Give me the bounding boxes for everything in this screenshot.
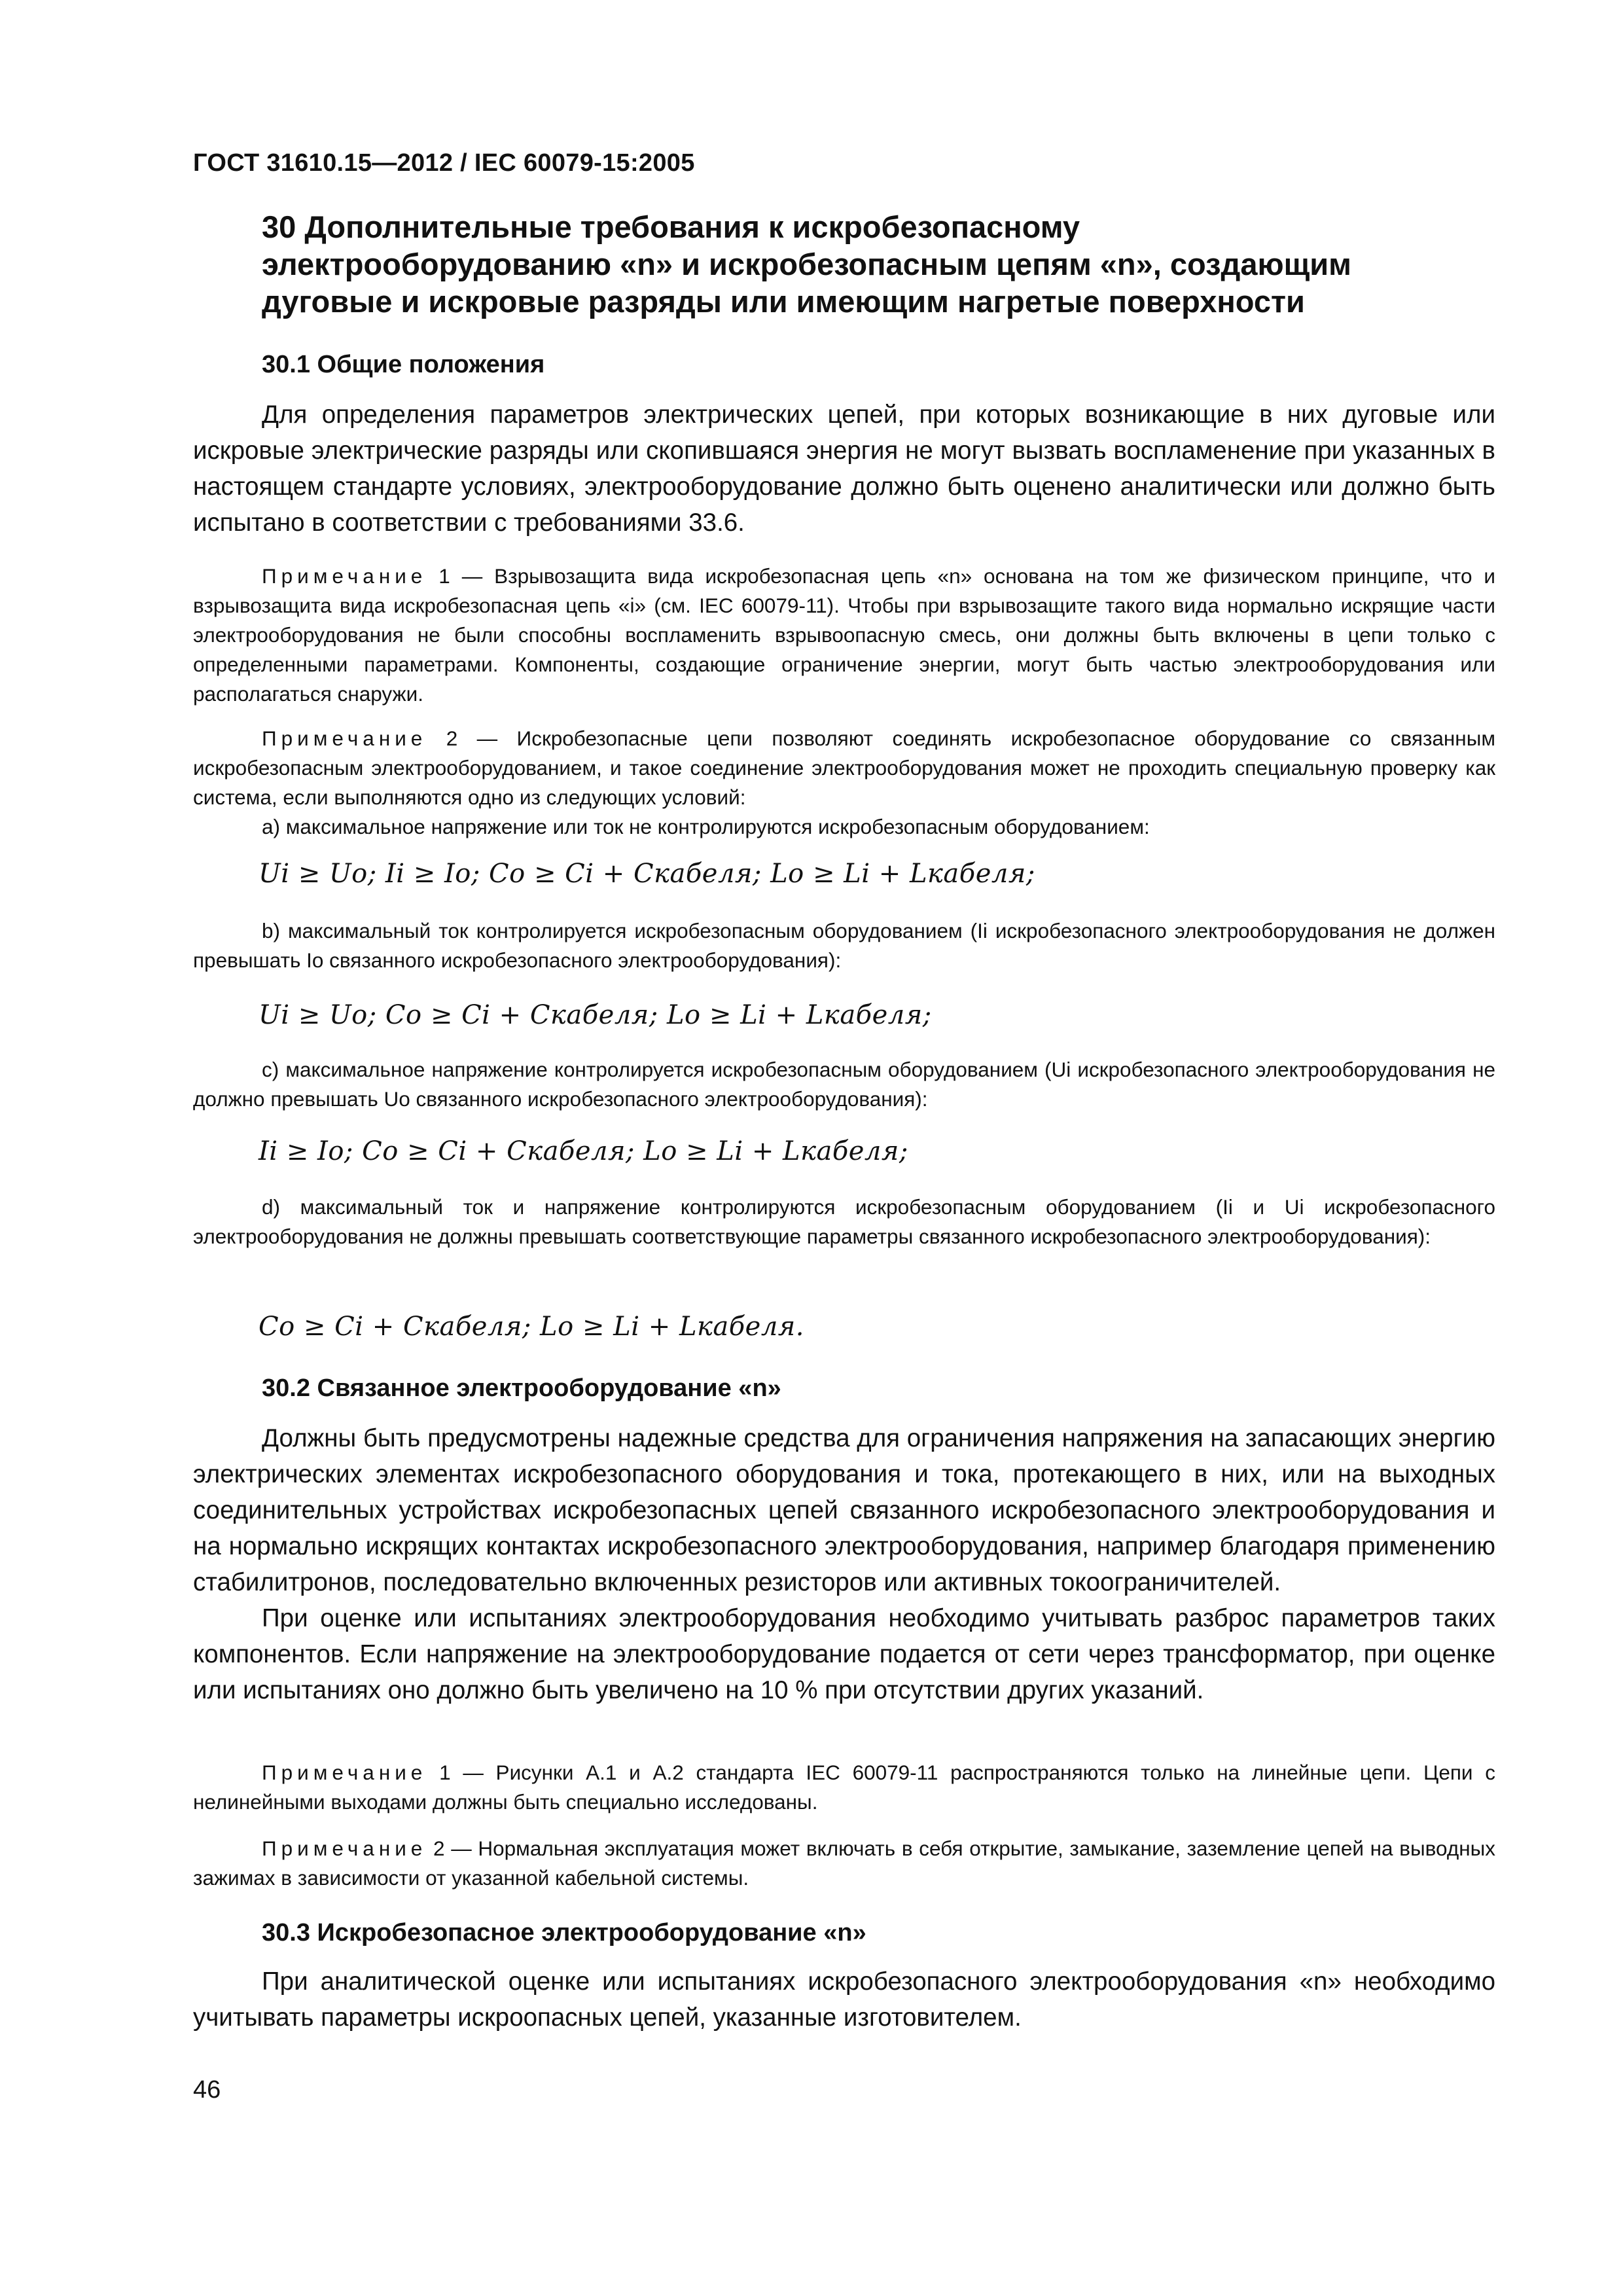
formula: Ui ≥ Uo; Co ≥ Ci + Cкабеля; Lo ≥ Li + Lкабеля; [259,1000,932,1030]
standard-header: ГОСТ 31610.15—2012 / IEC 60079-15:2005 [193,149,695,177]
subsection-title: 30.3 Искробезопасное электрооборудование «n» [262,1919,866,1946]
subsection-title: 30.2 Связанное электрооборудование «n» [262,1374,781,1402]
note [193,1758,1495,1817]
note [193,562,1495,709]
note-block [193,1834,1495,1893]
note-block [193,1193,1495,1251]
note-block [193,562,1495,709]
note [193,724,1495,812]
section-title-line: электрооборудованию «n» и искробезопасным цепям «n», создающим [262,247,1351,281]
page-number: 46 [193,2076,221,2104]
paragraph: Должны быть предусмотрены надежные средства для ограничения напряжения на запасающих энергию электрических элементах искробезопасного оборудования и тока, протекающего в них, или на выходных соединительных устройствах искробезопасных цепей связанного искробезопасного электрооборудования и на нормально искрящих контактах искробезопасного электрооборудования, например благодаря применению стабилитронов, последовательно включенных резисторов или активных токоограничителей. [193,1424,1495,1596]
formula: Co ≥ Ci + Cкабеля; Lo ≥ Li + Lкабеля. [259,1312,804,1342]
paragraph: При оценке или испытаниях электрооборудования необходимо учитывать разброс параметров таких компонентов. Если напряжение на электрооборудование подается от сети через трансформатор, при оценке или испытаниях оно должно быть увеличено на 10 % при отсутствии других указаний. [193,1604,1495,1704]
paragraph-block [193,1964,1495,2036]
note-label: Примечание [262,1761,427,1784]
section-title-line: 30 Дополнительные требования к искробезопасному [262,209,1080,244]
formula: Ui ≥ Uo; Ii ≥ Io; Co ≥ Ci + Cкабеля; Lo ≥ Li + Lкабеля; [259,859,1035,889]
paragraph-block [193,397,1495,541]
note-item: d) максимальный ток и напряжение контролируются искробезопасным оборудованием (Ii и Ui искробезопасного электрооборудования не должны превышать соответствующие параметры связанного искробезопасного электрооборудования): [193,1195,1495,1248]
subsection-title: 30.1 Общие положения [262,351,545,378]
section-title-line: дуговые и искровые разряды или имеющим нагретые поверхности [262,284,1305,319]
note [193,1834,1495,1893]
note-text: 1 — Рисунки А.1 и А.2 стандарта IEC 60079-11 распространяются только на линейные цепи. Цепи с нелинейными выходами должны быть специально исследованы. [193,1761,1495,1814]
note-item: а) максимальное напряжение или ток не контролируются искробезопасным оборудованием: [262,815,1150,838]
note-block [193,916,1495,975]
note-text: 2 — Искробезопасные цепи позволяют соединять искробезопасное оборудование со связанным искробезопасным электрооборудованием, и такое соединение электрооборудования может не проходить специальную проверку как система, если выполняются одно из следующих условий: [193,726,1495,809]
note-block [193,724,1495,842]
note-label: Примечание [262,564,427,588]
note-block [193,1758,1495,1817]
paragraph: При аналитической оценке или испытаниях искробезопасного электрооборудования «n» необходимо учитывать параметры искроопасных цепей, указанные изготовителем. [193,1967,1495,2032]
formula: Ii ≥ Io; Co ≥ Ci + Cкабеля; Lo ≥ Li + Lкабеля; [259,1136,908,1166]
note-label: Примечание [262,726,427,750]
section-title [262,208,1492,320]
note-block [193,1055,1495,1114]
note-text: 2 — Нормальная эксплуатация может включать в себя открытие, замыкание, заземление цепей на выводных зажимах в зависимости от указанной кабельной системы. [193,1837,1495,1890]
note-label: Примечание [262,1837,427,1860]
paragraph-block [193,1420,1495,1708]
paragraph: Для определения параметров электрических цепей, при которых возникающие в них дуговые или искровые электрические разряды или скопившаяся энергия не могут вызвать воспламенение при указанных в настоящем стандарте условиях, электрооборудование должно быть оценено аналитически или должно быть испытано в соответствии с требованиями 33.6. [193,401,1495,537]
note-text: 1 — Взрывозащита вида искробезопасная цепь «n» основана на том же физическом принципе, что и взрывозащита вида искробезопасная цепь «i» (см. IEC 60079-11). Чтобы при взрывозащите такого вида нормально искрящие части электрооборудования не были способны воспламенить взрывоопасную смесь, они должны быть включены в цепи только с определенными параметрами. Компоненты, создающие ограничение энергии, могут быть частью электрооборудования или располагаться снаружи. [193,564,1495,706]
note-item: с) максимальное напряжение контролируется искробезопасным оборудованием (Ui искробезопасного электрооборудования не должно превышать Uo связанного искробезопасного электрооборудования): [193,1058,1495,1111]
note-item: b) максимальный ток контролируется искробезопасным оборудованием (Ii искробезопасного электрооборудования не должен превышать Io связанного искробезопасного электрооборудования): [193,919,1495,972]
